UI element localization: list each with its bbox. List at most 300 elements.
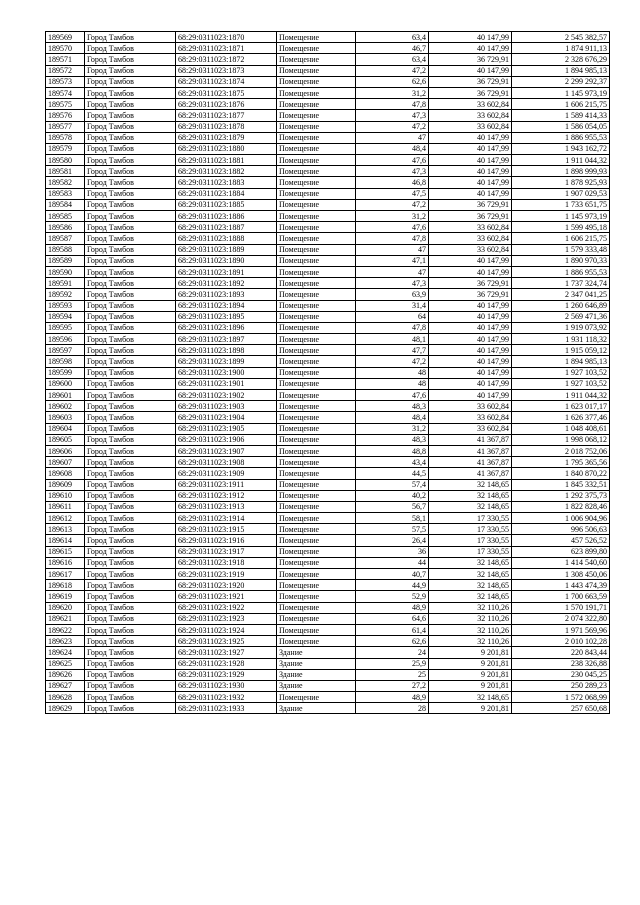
record-id-cell: 189625 [46,658,85,669]
object-type-cell: Помещение [277,177,356,188]
cadastral-value-cell: 1 572 068,99 [512,692,610,703]
specific-value-cell: 40 147,99 [429,43,512,54]
city-cell: Город Тамбов [85,132,176,143]
city-cell: Город Тамбов [85,233,176,244]
cadastral-number-cell: 68:29:0311023:1873 [176,65,277,76]
area-cell: 36 [356,546,429,557]
table-row [46,524,610,535]
city-cell: Город Тамбов [85,199,176,210]
cadastral-number-cell: 68:29:0311023:1917 [176,546,277,557]
city-cell: Город Тамбов [85,166,176,177]
specific-value-cell: 36 729,91 [429,278,512,289]
cadastral-value-cell: 1 886 955,53 [512,266,610,277]
specific-value-cell: 40 147,99 [429,322,512,333]
cadastral-number-cell: 68:29:0311023:1901 [176,378,277,389]
area-cell: 58,1 [356,513,429,524]
table-row [46,501,610,512]
specific-value-cell: 17 330,55 [429,524,512,535]
cadastral-number-cell: 68:29:0311023:1871 [176,43,277,54]
table-row [46,412,610,423]
table-row [46,378,610,389]
record-id-cell: 189576 [46,110,85,121]
specific-value-cell: 40 147,99 [429,300,512,311]
cadastral-number-cell: 68:29:0311023:1903 [176,401,277,412]
table-row [46,143,610,154]
record-id-cell: 189578 [46,132,85,143]
object-type-cell: Помещение [277,289,356,300]
object-type-cell: Помещение [277,110,356,121]
city-cell: Город Тамбов [85,669,176,680]
specific-value-cell: 17 330,55 [429,546,512,557]
city-cell: Город Тамбов [85,43,176,54]
cadastral-value-cell: 1 943 162,72 [512,143,610,154]
area-cell: 48 [356,378,429,389]
cadastral-number-cell: 68:29:0311023:1874 [176,76,277,87]
record-id-cell: 189593 [46,300,85,311]
area-cell: 47,3 [356,110,429,121]
city-cell: Город Тамбов [85,535,176,546]
record-id-cell: 189620 [46,602,85,613]
object-type-cell: Помещение [277,434,356,445]
object-type-cell: Помещение [277,479,356,490]
table-row [46,703,610,714]
cadastral-value-cell: 1 795 365,56 [512,457,610,468]
cadastral-value-cell: 230 045,25 [512,669,610,680]
specific-value-cell: 41 367,87 [429,445,512,456]
city-cell: Город Тамбов [85,412,176,423]
record-id-cell: 189629 [46,703,85,714]
object-type-cell: Помещение [277,166,356,177]
specific-value-cell: 41 367,87 [429,468,512,479]
area-cell: 47,3 [356,278,429,289]
area-cell: 40,2 [356,490,429,501]
record-id-cell: 189571 [46,54,85,65]
specific-value-cell: 32 110,26 [429,624,512,635]
area-cell: 48,9 [356,692,429,703]
city-cell: Город Тамбов [85,468,176,479]
table-row [46,401,610,412]
cadastral-number-cell: 68:29:0311023:1893 [176,289,277,300]
cadastral-number-cell: 68:29:0311023:1889 [176,244,277,255]
cadastral-value-cell: 1 733 651,75 [512,199,610,210]
record-id-cell: 189619 [46,591,85,602]
table-row [46,99,610,110]
object-type-cell: Помещение [277,557,356,568]
cadastral-value-cell: 1 700 663,59 [512,591,610,602]
city-cell: Город Тамбов [85,54,176,65]
record-id-cell: 189585 [46,211,85,222]
table-row [46,255,610,266]
object-type-cell: Помещение [277,278,356,289]
area-cell: 46,7 [356,43,429,54]
area-cell: 47,8 [356,99,429,110]
specific-value-cell: 32 110,26 [429,613,512,624]
specific-value-cell: 9 201,81 [429,647,512,658]
object-type-cell: Помещение [277,490,356,501]
area-cell: 47,2 [356,356,429,367]
cadastral-value-cell: 1 599 495,18 [512,222,610,233]
specific-value-cell: 40 147,99 [429,65,512,76]
specific-value-cell: 40 147,99 [429,143,512,154]
cadastral-value-cell: 1 048 408,61 [512,423,610,434]
object-type-cell: Помещение [277,613,356,624]
specific-value-cell: 9 201,81 [429,680,512,691]
specific-value-cell: 40 147,99 [429,266,512,277]
area-cell: 52,9 [356,591,429,602]
cadastral-number-cell: 68:29:0311023:1892 [176,278,277,289]
city-cell: Город Тамбов [85,703,176,714]
cadastral-value-cell: 1 606 215,75 [512,99,610,110]
table-row [46,155,610,166]
table-row [46,334,610,345]
specific-value-cell: 32 110,26 [429,636,512,647]
table-row [46,177,610,188]
object-type-cell: Помещение [277,222,356,233]
cadastral-value-cell: 1 915 059,12 [512,345,610,356]
cadastral-number-cell: 68:29:0311023:1894 [176,300,277,311]
specific-value-cell: 32 148,65 [429,580,512,591]
city-cell: Город Тамбов [85,255,176,266]
city-cell: Город Тамбов [85,513,176,524]
cadastral-value-cell: 2 545 382,57 [512,32,610,43]
cadastral-number-cell: 68:29:0311023:1896 [176,322,277,333]
object-type-cell: Помещение [277,255,356,266]
area-cell: 62,6 [356,76,429,87]
cadastral-value-cell: 623 899,80 [512,546,610,557]
cadastral-number-cell: 68:29:0311023:1891 [176,266,277,277]
cadastral-number-cell: 68:29:0311023:1911 [176,479,277,490]
record-id-cell: 189575 [46,99,85,110]
record-id-cell: 189596 [46,334,85,345]
cadastral-number-cell: 68:29:0311023:1879 [176,132,277,143]
cadastral-value-cell: 1 260 646,89 [512,300,610,311]
record-id-cell: 189615 [46,546,85,557]
specific-value-cell: 40 147,99 [429,255,512,266]
area-cell: 48,4 [356,412,429,423]
table-row [46,636,610,647]
specific-value-cell: 36 729,91 [429,87,512,98]
cadastral-number-cell: 68:29:0311023:1870 [176,32,277,43]
specific-value-cell: 40 147,99 [429,32,512,43]
city-cell: Город Тамбов [85,99,176,110]
table-row [46,278,610,289]
table-row [46,434,610,445]
specific-value-cell: 40 147,99 [429,311,512,322]
city-cell: Город Тамбов [85,300,176,311]
table-row [46,445,610,456]
area-cell: 24 [356,647,429,658]
specific-value-cell: 36 729,91 [429,199,512,210]
table-row [46,658,610,669]
cadastral-value-cell: 1 570 191,71 [512,602,610,613]
cadastral-number-cell: 68:29:0311023:1925 [176,636,277,647]
cadastral-value-cell: 257 650,68 [512,703,610,714]
cadastral-number-cell: 68:29:0311023:1914 [176,513,277,524]
table-row [46,602,610,613]
cadastral-number-cell: 68:29:0311023:1882 [176,166,277,177]
cadastral-value-cell: 1 845 332,51 [512,479,610,490]
record-id-cell: 189607 [46,457,85,468]
table-row [46,557,610,568]
object-type-cell: Помещение [277,468,356,479]
record-id-cell: 189581 [46,166,85,177]
city-cell: Город Тамбов [85,334,176,345]
record-id-cell: 189608 [46,468,85,479]
object-type-cell: Помещение [277,322,356,333]
object-type-cell: Помещение [277,445,356,456]
table-row [46,43,610,54]
record-id-cell: 189600 [46,378,85,389]
table-row [46,311,610,322]
area-cell: 48,8 [356,445,429,456]
cadastral-value-cell: 457 526,52 [512,535,610,546]
area-cell: 63,9 [356,289,429,300]
area-cell: 31,2 [356,423,429,434]
object-type-cell: Помещение [277,99,356,110]
document-page [45,31,610,714]
cadastral-number-cell: 68:29:0311023:1932 [176,692,277,703]
area-cell: 48,3 [356,401,429,412]
area-cell: 31,2 [356,211,429,222]
specific-value-cell: 40 147,99 [429,177,512,188]
cadastral-value-cell: 1 998 068,12 [512,434,610,445]
cadastral-value-cell: 1 292 375,73 [512,490,610,501]
object-type-cell: Помещение [277,132,356,143]
cadastral-number-cell: 68:29:0311023:1924 [176,624,277,635]
table-row [46,546,610,557]
record-id-cell: 189597 [46,345,85,356]
object-type-cell: Помещение [277,546,356,557]
table-row [46,222,610,233]
cadastral-number-cell: 68:29:0311023:1906 [176,434,277,445]
cadastral-number-cell: 68:29:0311023:1915 [176,524,277,535]
table-body [46,32,610,714]
table-row [46,669,610,680]
city-cell: Город Тамбов [85,557,176,568]
cadastral-number-cell: 68:29:0311023:1876 [176,99,277,110]
cadastral-number-cell: 68:29:0311023:1904 [176,412,277,423]
area-cell: 64 [356,311,429,322]
cadastral-number-cell: 68:29:0311023:1875 [176,87,277,98]
cadastral-value-cell: 1 145 973,19 [512,211,610,222]
object-type-cell: Помещение [277,513,356,524]
cadastral-number-cell: 68:29:0311023:1878 [176,121,277,132]
city-cell: Город Тамбов [85,636,176,647]
area-cell: 56,7 [356,501,429,512]
specific-value-cell: 40 147,99 [429,188,512,199]
cadastral-number-cell: 68:29:0311023:1881 [176,155,277,166]
cadastral-value-cell: 1 579 333,48 [512,244,610,255]
cadastral-number-cell: 68:29:0311023:1928 [176,658,277,669]
specific-value-cell: 32 148,65 [429,569,512,580]
object-type-cell: Помещение [277,535,356,546]
cadastral-value-cell: 1 971 569,96 [512,624,610,635]
specific-value-cell: 33 602,84 [429,121,512,132]
record-id-cell: 189603 [46,412,85,423]
table-row [46,211,610,222]
record-id-cell: 189592 [46,289,85,300]
object-type-cell: Помещение [277,692,356,703]
specific-value-cell: 33 602,84 [429,423,512,434]
object-type-cell: Помещение [277,367,356,378]
record-id-cell: 189588 [46,244,85,255]
specific-value-cell: 36 729,91 [429,54,512,65]
city-cell: Город Тамбов [85,580,176,591]
record-id-cell: 189586 [46,222,85,233]
specific-value-cell: 32 148,65 [429,591,512,602]
specific-value-cell: 32 148,65 [429,557,512,568]
table-row [46,457,610,468]
cadastral-value-cell: 1 911 044,32 [512,155,610,166]
record-id-cell: 189573 [46,76,85,87]
table-row [46,692,610,703]
area-cell: 25,9 [356,658,429,669]
cadastral-value-cell: 250 289,23 [512,680,610,691]
city-cell: Город Тамбов [85,401,176,412]
object-type-cell: Помещение [277,311,356,322]
cadastral-number-cell: 68:29:0311023:1912 [176,490,277,501]
table-row [46,345,610,356]
cadastral-value-cell: 2 569 471,36 [512,311,610,322]
cadastral-value-cell: 1 878 925,93 [512,177,610,188]
table-row [46,613,610,624]
record-id-cell: 189583 [46,188,85,199]
cadastral-value-cell: 2 018 752,06 [512,445,610,456]
record-id-cell: 189626 [46,669,85,680]
object-type-cell: Здание [277,658,356,669]
specific-value-cell: 41 367,87 [429,457,512,468]
object-type-cell: Помещение [277,65,356,76]
object-type-cell: Помещение [277,423,356,434]
city-cell: Город Тамбов [85,177,176,188]
record-id-cell: 189598 [46,356,85,367]
area-cell: 48,3 [356,434,429,445]
cadastral-number-cell: 68:29:0311023:1919 [176,569,277,580]
cadastral-number-cell: 68:29:0311023:1877 [176,110,277,121]
object-type-cell: Помещение [277,524,356,535]
record-id-cell: 189616 [46,557,85,568]
cadastral-number-cell: 68:29:0311023:1933 [176,703,277,714]
area-cell: 47,2 [356,65,429,76]
record-id-cell: 189580 [46,155,85,166]
area-cell: 44,9 [356,580,429,591]
object-type-cell: Помещение [277,334,356,345]
area-cell: 47,6 [356,390,429,401]
table-row [46,647,610,658]
object-type-cell: Помещение [277,188,356,199]
cadastral-value-cell: 2 328 676,29 [512,54,610,65]
table-row [46,289,610,300]
city-cell: Город Тамбов [85,65,176,76]
area-cell: 47,3 [356,166,429,177]
object-type-cell: Помещение [277,266,356,277]
specific-value-cell: 32 148,65 [429,490,512,501]
table-row [46,65,610,76]
city-cell: Город Тамбов [85,289,176,300]
cadastral-number-cell: 68:29:0311023:1888 [176,233,277,244]
cadastral-value-cell: 1 927 103,52 [512,378,610,389]
city-cell: Город Тамбов [85,501,176,512]
city-cell: Город Тамбов [85,434,176,445]
city-cell: Город Тамбов [85,76,176,87]
table-row [46,244,610,255]
specific-value-cell: 32 148,65 [429,501,512,512]
record-id-cell: 189569 [46,32,85,43]
cadastral-number-cell: 68:29:0311023:1895 [176,311,277,322]
cadastral-number-cell: 68:29:0311023:1886 [176,211,277,222]
table-row [46,569,610,580]
city-cell: Город Тамбов [85,278,176,289]
record-id-cell: 189611 [46,501,85,512]
area-cell: 27,2 [356,680,429,691]
area-cell: 31,2 [356,87,429,98]
cadastral-number-cell: 68:29:0311023:1885 [176,199,277,210]
object-type-cell: Помещение [277,602,356,613]
area-cell: 47,6 [356,155,429,166]
object-type-cell: Помещение [277,54,356,65]
area-cell: 25 [356,669,429,680]
cadastral-number-cell: 68:29:0311023:1922 [176,602,277,613]
city-cell: Город Тамбов [85,110,176,121]
record-id-cell: 189614 [46,535,85,546]
table-row [46,87,610,98]
area-cell: 62,6 [356,636,429,647]
table-row [46,166,610,177]
cadastral-value-cell: 1 919 073,92 [512,322,610,333]
object-type-cell: Помещение [277,211,356,222]
cadastral-value-cell: 1 589 414,33 [512,110,610,121]
record-id-cell: 189610 [46,490,85,501]
record-id-cell: 189627 [46,680,85,691]
cadastral-value-cell: 1 886 955,53 [512,132,610,143]
record-id-cell: 189606 [46,445,85,456]
record-id-cell: 189623 [46,636,85,647]
specific-value-cell: 40 147,99 [429,132,512,143]
object-type-cell: Помещение [277,580,356,591]
city-cell: Город Тамбов [85,658,176,669]
object-type-cell: Помещение [277,199,356,210]
table-row [46,367,610,378]
object-type-cell: Помещение [277,143,356,154]
record-id-cell: 189604 [46,423,85,434]
cadastral-value-cell: 1 737 324,74 [512,278,610,289]
area-cell: 31,4 [356,300,429,311]
cadastral-number-cell: 68:29:0311023:1880 [176,143,277,154]
cadastral-value-cell: 1 822 828,46 [512,501,610,512]
specific-value-cell: 36 729,91 [429,76,512,87]
cadastral-number-cell: 68:29:0311023:1887 [176,222,277,233]
record-id-cell: 189602 [46,401,85,412]
city-cell: Город Тамбов [85,692,176,703]
cadastral-value-cell: 1 898 999,93 [512,166,610,177]
cadastral-value-cell: 1 414 540,60 [512,557,610,568]
specific-value-cell: 40 147,99 [429,334,512,345]
record-id-cell: 189595 [46,322,85,333]
area-cell: 48,9 [356,602,429,613]
city-cell: Город Тамбов [85,222,176,233]
specific-value-cell: 40 147,99 [429,390,512,401]
cadastral-value-cell: 1 586 054,05 [512,121,610,132]
object-type-cell: Помещение [277,501,356,512]
specific-value-cell: 33 602,84 [429,233,512,244]
area-cell: 63,4 [356,32,429,43]
cadastral-value-cell: 1 626 377,46 [512,412,610,423]
table-row [46,110,610,121]
specific-value-cell: 32 110,26 [429,602,512,613]
object-type-cell: Помещение [277,569,356,580]
table-row [46,132,610,143]
specific-value-cell: 9 201,81 [429,669,512,680]
